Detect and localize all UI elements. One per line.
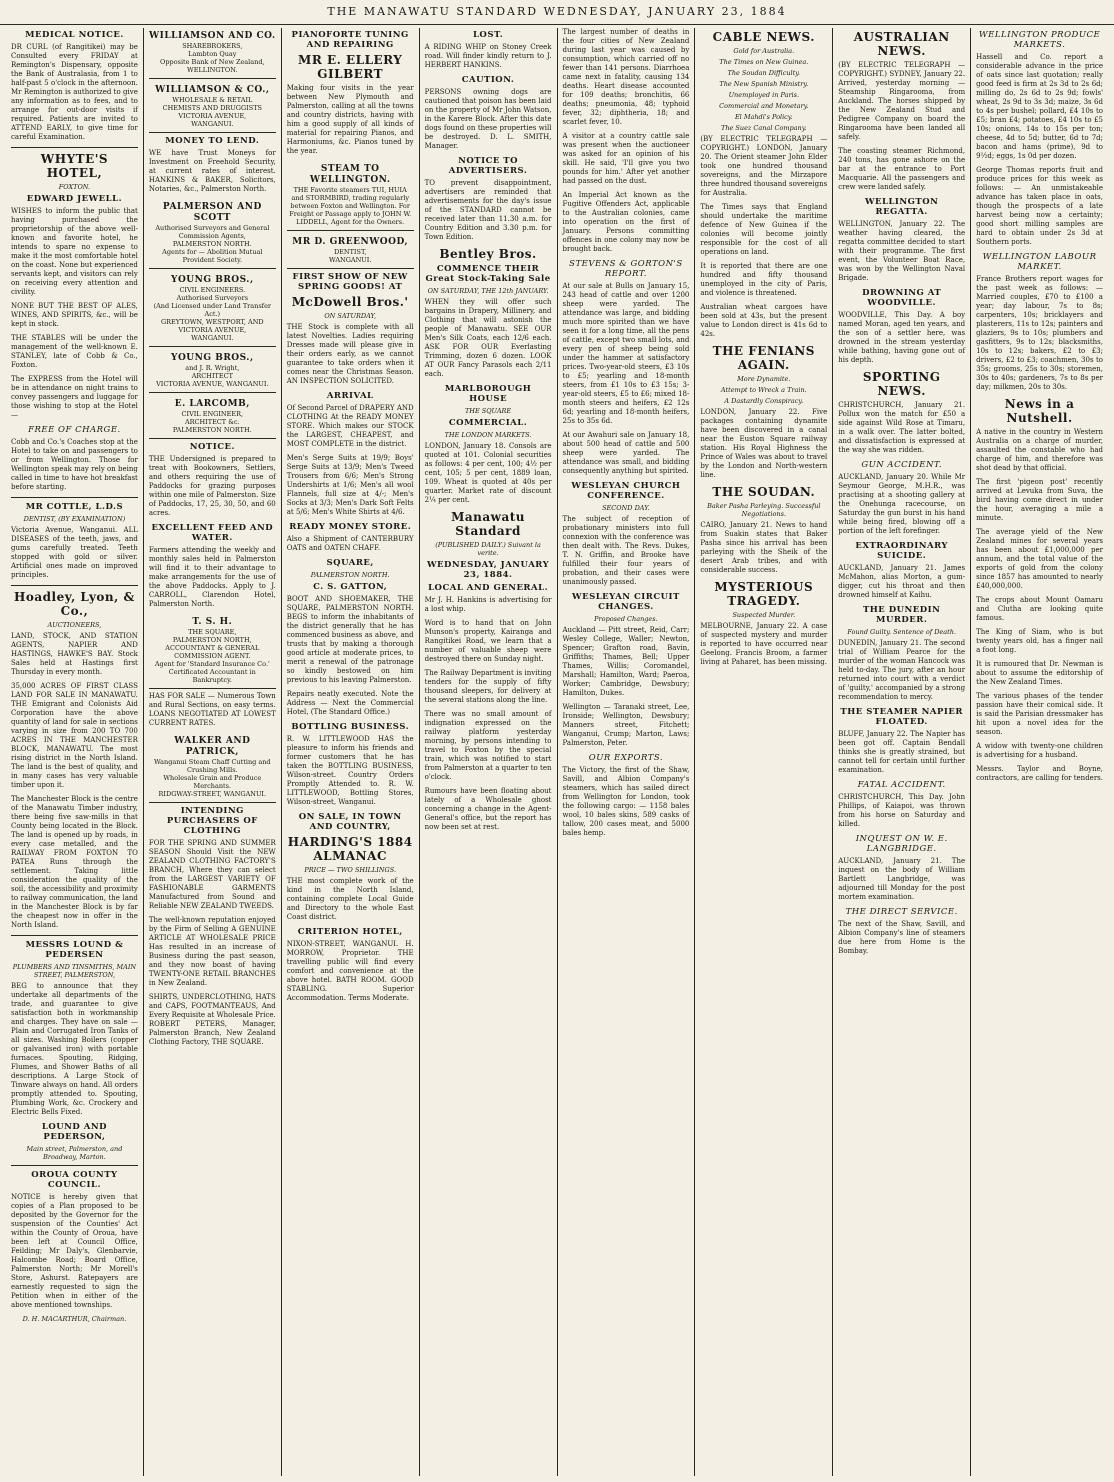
headline: COMMERCIAL. — [448, 418, 528, 428]
subheading: Commercial and Monetary. — [719, 102, 809, 110]
article-paragraph: CHRISTCHURCH, January 21. Pollux won the match for £50 a side against Wild Rose at Timaru, in a walk over. The latter bolted, and dissatisfaction is expressed at the way she was ridden. — [838, 401, 966, 454]
headline: FATAL ACCIDENT. — [857, 780, 946, 790]
headline: ARRIVAL — [326, 391, 374, 401]
article-paragraph: The coasting steamer Richmond, 240 tons, has gone ashore on the bar at the entrance to Port Macquarie. All the passengers and crew were landed safely. — [838, 147, 966, 191]
article-paragraph: Of Second Parcel of DRAPERY AND CLOTHING At the READY MONEY STORE. Which makes our STOCK the LARGEST, CHEAPEST, and MOST COMPLETE in the district. — [286, 404, 414, 448]
subheading: Baker Pasha Parleying. Successful Negotiations. — [707, 502, 821, 518]
advertisement-line: DENTIST, — [333, 248, 367, 256]
article-paragraph: AUCKLAND, January 20. While Mr Seymour George, M.H.R., was practising at a shooting gallery at the Onehunga racecourse, on Saturday the gun burst in his hand while being fired, blowing off a portion of the left forefinger. — [838, 473, 966, 535]
article-paragraph: THE STABLES will be under the management of the well-known E. STANLEY, late of Cobb & Co., Foxton. — [11, 334, 138, 369]
article-paragraph: The well-known reputation enjoyed by the Firm of Selling A GENUINE ARTICLE AT WHOLESALE PRICE Has resulted in an increase of Business during the past season, and they now boast of having TWENTY-ONE RETAIL BRANCHES in New Zealand. — [148, 916, 276, 987]
headline: OROUA COUNTY COUNCIL. — [31, 1170, 118, 1190]
headline: LOST. — [472, 30, 504, 40]
column-3 — [282, 28, 420, 1476]
subheading: Gold for Australia. — [733, 47, 795, 55]
headline: WELLINGTON LABOUR MARKET. — [982, 252, 1097, 272]
masthead: THE MANAWATU STANDARD WEDNESDAY, JANUARY 23, 1884 — [0, 0, 1114, 25]
article-paragraph: Victoria Avenue, Wanganui. ALL DISEASES of the teeth, jaws, and gums carefully treated. Teeth stopped with gold or silver. Artificial ones made on improved principles. — [11, 526, 138, 579]
article-paragraph: CHRISTCHURCH, This Day. John Phillips, of Kaiapoi, was thrown from his horse on Saturday and killed. — [838, 793, 966, 828]
advertisement-title: WILLIAMSON & CO., — [155, 85, 270, 95]
headline: INTENDING PURCHASERS OF CLOTHING — [166, 806, 258, 836]
advertisement-line: Authorised Surveyors — [176, 294, 249, 302]
headline: FIRST SHOW OF NEW SPRING GOODS! AT — [292, 272, 408, 292]
article-paragraph: AUCKLAND, January 21. James McMahon, alias Morton, a gum-digger, cut his throat and then drowned himself at Kaihu. — [838, 564, 966, 599]
article-paragraph: Making four visits in the year between New Plymouth and Palmerston, calling at all the towns and country districts, having with him a good supply of all kinds of material for repairing Pianos, and Harmoniums, &c. Pianos tuned by the year. — [286, 84, 414, 155]
advertisement — [149, 733, 276, 803]
column-2 — [144, 28, 282, 1476]
article-paragraph: It is rumoured that Dr. Newman is about to assume the editorship of the New Zealand Times. — [976, 660, 1103, 686]
headline: CABLE NEWS. — [712, 30, 815, 44]
advertisement-title: T. S. H. — [192, 617, 233, 627]
advertisement — [149, 28, 276, 79]
advertisement — [149, 82, 276, 133]
article-paragraph: DUNEDIN, January 21. The second trial of William Pearce for the murder of the woman Hancock was held to-day. The jury, after an hour returned into court with a verdict of 'guilty,' accompanied by a strong recommendation to mercy. — [838, 639, 966, 701]
advertisement-line: Authorised Surveyors and General Commission Agents, — [155, 224, 270, 240]
article-paragraph: The EXPRESS from the Hotel will be in attendance on night trains to convey passengers and luggage for those wishing to stop at the Hotel — — [11, 375, 138, 419]
subheading: Found Guilty. Sentence of Death. — [847, 628, 956, 636]
headline: SPORTING NEWS. — [862, 370, 941, 398]
advertisement-line: RIDGWAY-STREET, WANGANUI. — [158, 790, 267, 798]
headline: PIANOFORTE TUNING AND REPAIRING — [291, 30, 409, 50]
headline: NOTICE. — [189, 442, 235, 452]
advertisement-line: WANGANUI. — [191, 120, 234, 128]
headline: MR COTTLE, L.D.S — [25, 502, 124, 512]
article-paragraph: AUCKLAND, January 21. The inquest on the body of William Bartlett Langbridge, was adjourned till Monday for the post mortem examination. — [838, 857, 966, 901]
subheading: SECOND DAY. — [602, 504, 650, 512]
article-paragraph: Wellington — Taranaki street, Lee, Ironside; Wellington, Dewsbury; Manners street, Fitchett; Wanganui, Crump; Marton, Laws; Palmerston, Peter. — [562, 703, 690, 747]
advertisement-line: ARCHITECT — [191, 372, 233, 380]
advertisement-line: Agent for 'Standard Insurance Co.' — [154, 660, 270, 668]
advertisement-line: Wholesale Grain and Produce Merchants. — [163, 774, 262, 790]
article-paragraph: LONDON, January 22. Five packages containing dynamite have been discovered in a canal near the Euston Square railway station. His Royal Highness the Prince of Wales was about to travel by the London and North-western line. — [700, 408, 828, 479]
article-paragraph: HAS FOR SALE — Numerous Town and Rural Sections, on easy terms. LOANS NEGOTIATED AT LOWEST CURRENT RATES. — [148, 692, 276, 727]
advertisement-line: PALMERSTON NORTH, — [172, 636, 252, 644]
advertisement-line: (And Licensed under Land Transfer Act.) — [153, 302, 272, 318]
article-paragraph: The Victory, the first of the Shaw, Savill, and Albion Company's steamers, which has sailed direct from Wellington for London, took the following cargo: — 1158 bales wool, 10 bales skins, 589 casks of tallow, 200 cases meat, and 5000 bales hemp. — [562, 766, 690, 837]
article-paragraph: George Thomas reports fruit and produce prices for this week as follows: — An unmistakeable advance has taken place in oats, though the prospects of a late harvest being now a certainty; good short milling samples are hard to obtain under 2s 3d at Southern ports. — [976, 166, 1103, 246]
column-rule — [11, 147, 138, 148]
headline: THE DUNEDIN MURDER. — [862, 605, 941, 625]
columns — [6, 28, 1108, 1476]
headline: READY MONEY STORE. — [289, 522, 412, 532]
advertisement — [287, 161, 414, 231]
article-paragraph: WISHES to inform the public that having purchased the proprietorship of the above well-known and favorite hotel, he intends to spare no expense to make it the most comfortable hotel on the coast. None but experienced servants kept, and visitors can rely on receiving every attention and civility. — [11, 207, 138, 296]
subheading: Unemployed in Paris. — [728, 91, 800, 99]
advertisement-line: Certificated Accountant in Bankruptcy. — [168, 668, 256, 684]
article-paragraph: The King of Siam, who is but twenty years old, has a finger nail a foot long. — [976, 628, 1103, 654]
headline: FREE OF CHARGE. — [28, 425, 121, 435]
headline: COMMENCE THEIR Great Stock-Taking Sale — [425, 264, 551, 284]
subheading: More Dynamite. — [737, 375, 791, 383]
headline: MEDICAL NOTICE. — [25, 30, 124, 40]
advertisement-line: VICTORIA AVENUE, — [178, 112, 247, 120]
article-paragraph: MELBOURNE, January 22. A case of suspected mystery and murder is reported to have occurred near Geelong. Francis Broom, a farmer living at Paharet, has been missing. — [700, 622, 828, 666]
headline: STEVENS & GORTON'S REPORT. — [569, 259, 683, 279]
article-paragraph: France Brothers report wages for the past week as follows: — Married couples, £70 to £100 a year; day labour, 7s to 8s; carpenters, 10s; bricklayers and plasterers, 11s to 12s; painters and glaziers, 9s to 10s; plumbers and gasfitters, 9s to 12s; blacksmiths, 10s to 12s; bakers, £2 to £3; drivers, £2 to £3; coachmen, 30s to 35s; grooms, 25s to 30s; storemen, 30s to 40s; gardeners, 7s to 8s per day; milkmen, 20s to 30s. — [976, 275, 1103, 391]
advertisement-line: Lambton Quay — [188, 50, 237, 58]
article-paragraph: THE Stock is complete with all latest Novelties. Ladies requiring Dresses made will please give in their orders early, as we cannot guarantee to take orders when it comes near the Christmas Season. AN INSPECTION SOLICITED. — [286, 323, 414, 385]
article-paragraph: Men's Serge Suits at 19/9; Boys' Serge Suits at 13/9; Men's Tweed Trousers from 6/6; Men's Strong Undershirts at 1/6; Men's all wool Flannels, full size at 4/-; Men's Socks at 3/3; Men's Dark Soft Felts at 5/6; Men's White Shirts at 4/6. — [286, 454, 414, 516]
column-7 — [833, 28, 971, 1476]
article-paragraph: It is reported that there are one hundred and fifty thousand unemployed in the city of Paris, and violence is threatened. — [700, 262, 828, 297]
subheading: PRICE — TWO SHILLINGS. — [304, 866, 397, 874]
article-paragraph: LAND, STOCK, AND STATION AGENTS, NAPIER AND HASTINGS, HAWKE'S BAY. Stock Sales held at Hastings first Thursday in every month. — [11, 632, 138, 676]
article-paragraph: The average yield of the New Zealand mines for several years has been about £1,000,000 per annum, and the total value of the exports of gold from the colony since 1857 has amounted to nearly £40,000,000. — [976, 528, 1103, 590]
article-paragraph: A widow with twenty-one children is advertising for a husband. — [976, 742, 1103, 759]
advertisement-line: ARCHITECT &c. — [184, 418, 240, 426]
headline: C. S. GATTON, — [313, 582, 388, 592]
article-paragraph: The largest number of deaths in the four cities of New Zealand during last year was caused by consumption, which carried off no fewer than 141 persons. Diarrhoea came next in fatality, causing 134 deaths. Heart disease accounted for 109 deaths; bronchitis, 66 deaths; pneumonia, 48; typhoid fever, 32; diphtheria, 18; and scarlet fever, 10. — [562, 28, 690, 126]
subheading: The Times on New Guinea. — [719, 58, 809, 66]
headline: SQUARE, — [326, 558, 374, 568]
article-paragraph: Cobb and Co.'s Coaches stop at the Hotel to take on and passengers to or from Wellington. Those for Wellington speak may rely on being called in time to have hot breakfast before starting. — [11, 438, 138, 491]
headline: WELLINGTON REGATTA. — [864, 197, 939, 217]
article-paragraph: NONE BUT THE BEST OF ALES, WINES, AND SPIRITS, &c., will be kept in stock. — [11, 302, 138, 328]
advertisement-line: CIVIL ENGINEER, — [181, 410, 244, 418]
advertisement-line: CHEMISTS AND DRUGGISTS — [162, 104, 262, 112]
article-paragraph: Messrs. Taylor and Boyne, contractors, are calling for tenders. — [976, 765, 1103, 782]
column-rule — [11, 1165, 138, 1166]
advertisement — [149, 272, 276, 347]
article-paragraph: There was no small amount of indignation expressed on the railway platform yesterday morning, by persons intending to travel to Foxton by the special train, which was notified to start from Palmerston at a quarter to ten o'clock. — [424, 710, 552, 781]
column-rule — [11, 585, 138, 586]
headline: LOCAL AND GENERAL. — [428, 583, 549, 593]
headline: News in a Nutshell. — [1004, 397, 1075, 425]
subheading: THE SQUARE — [464, 407, 512, 415]
advertisement — [149, 614, 276, 689]
advertisement — [149, 350, 276, 393]
article-paragraph: The Times says that England should undertake the maritime defence of New Guinea if the colonies will become jointly responsible for the cost of all operations on land. — [700, 203, 828, 256]
subheading: DENTIST, (BY EXAMINATION) — [23, 515, 126, 523]
headline: MR E. ELLERY GILBERT — [298, 53, 403, 81]
article-paragraph: The Manchester Block is the centre of the Manawatu Timber industry, there being five saw-mills in that County being located in the Block. The land is opened up by roads, in every case metalled, and the RAILWAY FROM FOXTON TO PATEA Runs through the settlement. Taking little consideration the quality of the soil, the accessibility and proximity to railway communication, the land in the Manchester Block is by far the cheapest now in offer in the North Island. — [11, 795, 138, 929]
article-paragraph: At our sale at Bulls on January 15, 243 head of cattle and over 1200 sheep were yarded. The attendance was large, and bidding much more spirited than we have seen it for a long time, all the pens of cattle, except two small lots, and every pen of sheep being sold under the hammer at satisfactory prices. Two-year-old steers, £3 10s to £5; yearling and 18-month steers, from £1 10s to £3 15s; 3-year-old steers, £5 to £6; mixed 18-month steers and heifers, £2 12s 6d; yearling and 18-month heifers, 25s to 35s 6d. — [562, 282, 690, 425]
article-paragraph: R. W. LITTLEWOOD HAS the pleasure to inform his friends and former customers that he has taken the BOTTLING BUSINESS, Wilson-street. Country Orders Promptly Attended to. R. W. LITTLEWOOD, Bottling Stores, Wilson-street, Wanganui. — [286, 735, 414, 806]
article-paragraph: PERSONS owning dogs are cautioned that poison has been laid on the property of Mr John Watson, in the Karere Block. After this date dogs found on these properties will be destroyed. D. L. SMITH, Manager. — [424, 88, 552, 150]
subheading: Proposed Changes. — [594, 615, 658, 623]
advertisement-title: WILLIAMSON AND CO. — [149, 31, 276, 41]
article-paragraph: The subject of reception of probationary ministers into full connexion with the conference was then dealt with. The Revs. Dukes, T. N. Griffin, and Brooke have fulfilled their four years of probation, and their cases were unanimously passed. — [562, 515, 690, 586]
advertisement-line: PALMERSTON NORTH. — [172, 240, 252, 248]
column-8 — [971, 28, 1108, 1476]
subheading: El Mahdi's Policy. — [734, 113, 793, 121]
article-paragraph: BOOT AND SHOEMAKER, THE SQUARE, PALMERSTON NORTH. BEGS to inform the inhabitants of the district generally that he has commenced business as above, and trusts that by making a thorough good article at moderate prices, to merit a renewal of the patronage so kindly bestowed on him previous to his leaving Palmerston. — [286, 595, 414, 684]
article-paragraph: WOODVILLE, This Day. A boy named Moran, aged ten years, and the son of a settler here, was drowned in the stream yesterday while bathing, having gone out of his depth. — [838, 311, 966, 364]
advertisement-line: Wanganui Steam Chaff Cutting and Crushing Mills. — [154, 758, 271, 774]
subheading: PALMERSTON NORTH. — [310, 571, 390, 579]
headline: AUSTRALIAN NEWS. — [853, 30, 950, 58]
advertisement-line: Agents for — Abolition Mutual Provident Society. — [162, 248, 263, 264]
headline: NOTICE TO ADVERTISERS. — [448, 156, 528, 176]
headline: HARDING'S 1884 ALMANAC — [287, 835, 413, 863]
subheading: The Soudan Difficulty. — [727, 69, 801, 77]
advertisement — [149, 396, 276, 439]
article-paragraph: A native in the country in Western Australia on a charge of murder, assaulted the constable who had charge of him, and therefore was shot dead by that official. — [976, 428, 1103, 472]
advertisement — [287, 234, 414, 269]
subheading: D. H. MACARTHUR, Chairman. — [22, 1315, 127, 1323]
headline: GUN ACCIDENT. — [861, 460, 943, 470]
advertisement-title: WALKER AND PATRICK, — [174, 736, 251, 757]
headline: THE SOUDAN. — [712, 485, 816, 499]
column-1 — [6, 28, 144, 1476]
article-paragraph: An Imperial Act known as the Fugitive Offenders Act, applicable to the Australian colonies, came into operation on the first of January. Persons committing offences in one colony may now be brought back. — [562, 191, 690, 253]
headline: CAUTION. — [461, 75, 515, 85]
article-paragraph: The crops about Mount Oamaru and Clutha are looking quite famous. — [976, 596, 1103, 622]
headline: MONEY TO LEND. — [165, 136, 260, 146]
headline: ON SALE, IN TOWN AND COUNTRY, — [298, 812, 402, 832]
advertisement-line: and J. R. Wright, — [185, 364, 240, 372]
article-paragraph: CAIRO, January 21. News to hand from Suakin states that Baker Pasha since his arrival has been parleying with the Sheik of the desert Arab tribes, and with considerable success. — [700, 521, 828, 574]
advertisement-title: YOUNG BROS., — [171, 353, 254, 363]
advertisement-line: CIVIL ENGINEERS. — [179, 286, 246, 294]
article-paragraph: Word is to hand that on John Munson's property, Kairanga and Rangitikei Road, we learn that a number of valuable sheep were destroyed there on Sunday night. — [424, 619, 552, 663]
headline: THE DIRECT SERVICE. — [845, 907, 958, 917]
headline: DROWNING AT WOODVILLE. — [862, 288, 942, 308]
advertisement-line: Opposite Bank of New Zealand, WELLINGTON. — [160, 58, 265, 74]
subheading: ON SATURDAY, THE 12th JANUARY. — [427, 287, 549, 295]
article-paragraph: Repairs neatly executed. Note the Address — Next the Commercial Hotel, (The Standard Office.) — [286, 690, 414, 716]
article-paragraph: 35,000 ACRES OF FIRST CLASS LAND FOR SALE IN MANAWATU. THE Emigrant and Colonists Aid Corporation have the above quantity of land for sale in sections varying in size from 200 TO 700 ACRES IN THE MANCHESTER BLOCK, MANAWATU. The most rising district in the North Island. The land is the best of quality, and in many cases has very valuable timber upon it. — [11, 682, 138, 789]
article-paragraph: FOR THE SPRING AND SUMMER SEASON Should Visit the NEW ZEALAND CLOTHING FACTORY'S BRANCH, Where they can select from the LARGEST VARIETY OF FASHIONABLE GARMENTS Manufactured from Sound and Reliable NEW ZEALAND TWEEDS. — [148, 839, 276, 910]
subheading: FOXTON. — [58, 183, 91, 191]
headline: WEDNESDAY, JANUARY 23, 1884. — [426, 560, 550, 580]
article-paragraph: TO prevent disappointment, advertisers are reminded that advertisements for the day's issue of the STANDARD cannot be received later than 11.30 a.m. for Country Edition and 3.30 p.m. for Town Edition. — [424, 179, 552, 241]
article-paragraph: WE have Trust Moneys for Investment on Freehold Security, at current rates of interest. HANKINS & BAKER, Solicitors, Notaries, &c., Palmerston North. — [148, 149, 276, 193]
subheading: THE LONDON MARKETS. — [444, 431, 532, 439]
advertisement-line: THE SQUARE, — [188, 628, 237, 636]
subheading: Attempt to Wreck a Train. — [720, 386, 807, 394]
headline: MARLBOROUGH HOUSE — [444, 384, 532, 404]
advertisement-title: MR D. GREENWOOD, — [292, 237, 409, 247]
advertisement-title: YOUNG BROS., — [171, 275, 254, 285]
advertisement — [149, 199, 276, 269]
advertisement-line: GREYTOWN, WESTPORT, AND VICTORIA AVENUE, — [160, 318, 264, 334]
column-5 — [558, 28, 696, 1476]
subheading: Suspected Murder. — [732, 611, 796, 619]
article-paragraph: Australian wheat cargoes have been sold at 43s, but the present value to London direct is 41s 6d to 42s. — [700, 303, 828, 338]
article-paragraph: Mr J. H. Hankins is advertising for a lost whip. — [424, 596, 552, 613]
advertisement-line: PALMERSTON NORTH. — [172, 426, 252, 434]
headline: OUR EXPORTS. — [588, 753, 664, 763]
headline: WESLEYAN CIRCUIT CHANGES. — [572, 592, 680, 612]
advertisement-title: E. LARCOMB, — [174, 399, 250, 409]
column-4 — [420, 28, 558, 1476]
article-paragraph: (BY ELECTRIC TELEGRAPH — COPYRIGHT.) LONDON, January 20. The Orient steamer John Elder took one hundred thousand sovereigns, and the Mirzapore three hundred thousand sovereigns for Australia. — [700, 135, 828, 197]
headline: MESSRS LOUND & PEDERSEN — [25, 940, 124, 960]
headline: BOTTLING BUSINESS. — [291, 722, 410, 732]
headline: LOUND AND PEDERSON, — [41, 1122, 107, 1142]
subheading: The Suez Canal Company. — [721, 124, 807, 132]
article-paragraph: (BY ELECTRIC TELEGRAPH — COPYRIGHT.) SYDNEY, January 22. Arrived, yesterday morning — Steamship Ringarooma, from Auckland. The horses shipped by the New Zealand Stud and Pedigree Company on board the Ringarooma have been landed all safely. — [838, 61, 966, 141]
headline: WHYTE'S HOTEL, — [40, 152, 109, 180]
article-paragraph: Rumours have been floating about lately of a Wholesale ghost concerning a change in the Agent-General's office, but the report has now been set at rest. — [424, 787, 552, 831]
column-rule — [11, 935, 138, 936]
article-paragraph: WELLINGTON, January 22. The weather having cleared, the regatta committee decided to start with their programme. The first event, the Volunteer Boat Race, was won by the Wellington Naval Brigade. — [838, 220, 966, 282]
advertisement-line: ACCOUNTANT & GENERAL — [165, 644, 260, 652]
headline: WELLINGTON PRODUCE MARKETS. — [978, 30, 1101, 50]
article-paragraph: A visitor at a country cattle sale was present when the auctioneer was asked for an opinion of his skill. He said, 'I'll give you two pounds for him.' After yet another had passed on the dust. — [562, 132, 690, 185]
advertisement-line: WANGANUI. — [191, 334, 234, 342]
advertisement-line: THE Favorite steamers TUI, HUIA and STORMBIRD, trading regularly between Foxton and Wellington. For Freight or Passage apply to JOHN W. LIDDELL, Agent for the Owners. — [289, 186, 412, 226]
subheading: ON SATURDAY, — [324, 312, 377, 320]
column-rule — [11, 497, 138, 498]
headline: THE STEAMER NAPIER FLOATED. — [840, 707, 963, 727]
article-paragraph: The next of the Shaw, Savill, and Albion Company's line of steamers due here from Home is the Bombay. — [838, 920, 966, 955]
subheading: Main street, Palmerston, and Broadway, Marton. — [26, 1145, 123, 1161]
article-paragraph: BLUFF, January 22. The Napier has been got off. Captain Bendall thinks she is greatly strained, but cannot tell for certain until further examination. — [838, 730, 966, 774]
article-paragraph: Hassell and Co. report a considerable advance in the price of oats since last quotation; really good feed is firm at 2s 3d to 2s 6d; milling do, 2s 6d to 2s 9d; fowls' wheat, 2s 9d to 3s 3d; maize, 3s 6d to 4s per bushel; pollard, £4 10s to £5; bran £4; potatoes, £4 10s to £5 10s; onions, 14s to 15s per ton; cheese, 4d to 5d; butter, 6d to 7d; bacon and hams (prime), 9d to 9½d; eggs, 1s 0d per dozen. — [976, 53, 1103, 160]
headline: EXTRAORDINARY SUICIDE. — [855, 541, 948, 561]
column-6 — [695, 28, 833, 1476]
headline: WESLEYAN CHURCH CONFERENCE. — [571, 481, 681, 501]
headline: CRITERION HOTEL, — [297, 927, 403, 937]
subheading: AUCTIONEERS, — [47, 621, 102, 629]
article-paragraph: Auckland — Pitt street, Reid, Carr; Wesley College, Waller; Newton, Spencer; Grafton road, Bavin, Griffiths; Thames, Bell; Upper Thames, Willis; Coromandel, Marshall; Hamilton, Ward; Paeroa, Worker; Cambridge, Dewsbury; Hamilton, Dukes. — [562, 626, 690, 697]
headline: Hoadley, Lyon, & Co., — [14, 590, 135, 618]
article-paragraph: WHEN they will offer such bargains in Drapery, Millinery, and Clothing that will astonish the people of Manawatu. SEE OUR Men's Silk Coats, each 12/6 each. ASK FOR OUR Everlasting Trimming, dozen 6 dozen. LOOK AT OUR Fancy Parasols each 2/11 each. — [424, 298, 552, 378]
headline: Bentley Bros. — [439, 247, 537, 261]
advertisement-title: PALMERSON AND SCOTT — [162, 202, 262, 223]
article-paragraph: THE most complete work of the kind in the North Island, containing complete Local Guide and Directory to the whole East Coast district. — [286, 877, 414, 921]
article-paragraph: LONDON, January 18. Consols are quoted at 101. Colonial securities as follows: 4 per cent, 100; 4½ per cent, 105; 5 per cent, 1889 loan, 109. Wheat is quoted at 40s per quarter. Market rate of discount 2¼ per cent. — [424, 442, 552, 504]
article-paragraph: The Railway Department is inviting tenders for the supply of fifty thousand sleepers, for delivery at the several stations along the line. — [424, 669, 552, 704]
article-paragraph: The first 'pigeon post' recently arrived at Levuka from Suva, the bird having come direct in under the hour, averaging a mile a minute. — [976, 478, 1103, 522]
advertisement-line: WHOLESALE & RETAIL — [172, 96, 253, 104]
article-paragraph: BEG to announce that they undertake all departments of the trade, and guarantee to give satisfaction both in workmanship and charges. They have on sale — Plain and Corrugated Iron Tanks of all sizes. Washing Boilers (copper or galvanised iron) with portable furnaces. Spouting, Ridging, Flumes, and Shower Baths of all descriptions. A Large Stock of Tinware always on hand. All orders promptly attended to. Spouting, Plumbing Work, &c. Crockery and Electric Bells Fixed. — [11, 982, 138, 1116]
headline: EXCELLENT FEED AND WATER. — [151, 523, 274, 543]
article-paragraph: NIXON-STREET, WANGANUI. H. MORROW, Proprietor. THE travelling public will find every comfort and convenience at the above hotel. BATH ROOM. GOOD STABLING. Superior Accommodation. Terms Moderate. — [286, 940, 414, 1002]
article-paragraph: NOTICE is hereby given that copies of a Plan proposed to be deposited by the Governor for the suspension of the Counties' Act within the County of Oroua, have been left at Council Office, Feilding; Mr Daly's, Glenbarvie, Halcombe Road; Board Office, Palmerston North; Mr Morell's Store, Ashurst. Ratepayers are earnestly requested to sign the Petition when in either of the above mentioned townships. — [11, 1193, 138, 1309]
advertisement-line: WANGANUI. — [328, 256, 372, 264]
article-paragraph: DR CURL (of Rangitikei) may be Consulted every FRIDAY at Remington's Dispensary, opposite the Bank of Australasia, from 1 to half-past 5 o'clock in the afternoon. Mr Remington is authorized to give any information as to fees, and to arrange for out-door visits if required. Patients are invited to ATTEND EARLY, to give time for careful Examination. — [11, 43, 138, 141]
advertisement-line: COMMISSION AGENT. — [174, 652, 251, 660]
subheading: (PUBLISHED DAILY.) Suivant la verite. — [435, 541, 541, 557]
headline: INQUEST ON W. E. LANGBRIDGE. — [855, 834, 948, 854]
headline: MYSTERIOUS TRAGEDY. — [714, 580, 814, 608]
article-paragraph: The various phases of the tender passion have their comical side. It is said the Parisian dressmaker has hit upon a novel idea for the season. — [976, 692, 1103, 736]
subheading: The New Spanish Ministry. — [719, 80, 809, 88]
headline: THE FENIANS AGAIN. — [712, 344, 815, 372]
subheading: A Dastardly Conspiracy. — [724, 397, 804, 405]
article-paragraph: Also a Shipment of CANTERBURY OATS and OATEN CHAFF. — [286, 535, 414, 552]
headline: EDWARD JEWELL. — [26, 194, 123, 204]
advertisement-line: VICTORIA AVENUE, WANGANUI. — [156, 380, 269, 388]
headline: Manawatu Standard — [451, 510, 526, 538]
article-paragraph: Farmers attending the weekly and monthly sales held in Palmerston will find it to their advantage to make arrangements for the use of the above Paddocks. Apply to J. CARROLL, Clarendon Hotel, Palmerston North. — [148, 546, 276, 608]
article-paragraph: THE Undersigned is prepared to treat with Bookowners, Settlers, and others requiring the use of Paddocks for grazing purposes within one mile of Palmerston. Size of Paddocks, 17, 25, 30, 50, and 60 acres. — [148, 455, 276, 517]
advertisement-line: SHAREBROKERS, — [182, 42, 243, 50]
subheading: PLUMBERS AND TINSMITHS, MAIN STREET, PALMERSTON, — [12, 963, 137, 979]
article-paragraph: SHIRTS, UNDERCLOTHING, HATS and CAPS, FOOTMANTEAUS, And Every Requisite at Wholesale Price. ROBERT PETERS, Manager, Palmerston Branch, New Zealand Clothing Factory, THE SQUARE. — [148, 993, 276, 1046]
advertisement-title: STEAM TO WELLINGTON. — [309, 164, 391, 185]
headline: McDowell Bros.' — [291, 295, 409, 309]
article-paragraph: At our Awahuri sale on January 18, about 500 head of cattle and 500 sheep were yarded. The attendance was small, and bidding consequently anything but spirited. — [562, 431, 690, 475]
article-paragraph: A RIDING WHIP on Stoney Creek road. Will finder kindly return to J. HERBERT HANKINS. — [424, 43, 552, 69]
